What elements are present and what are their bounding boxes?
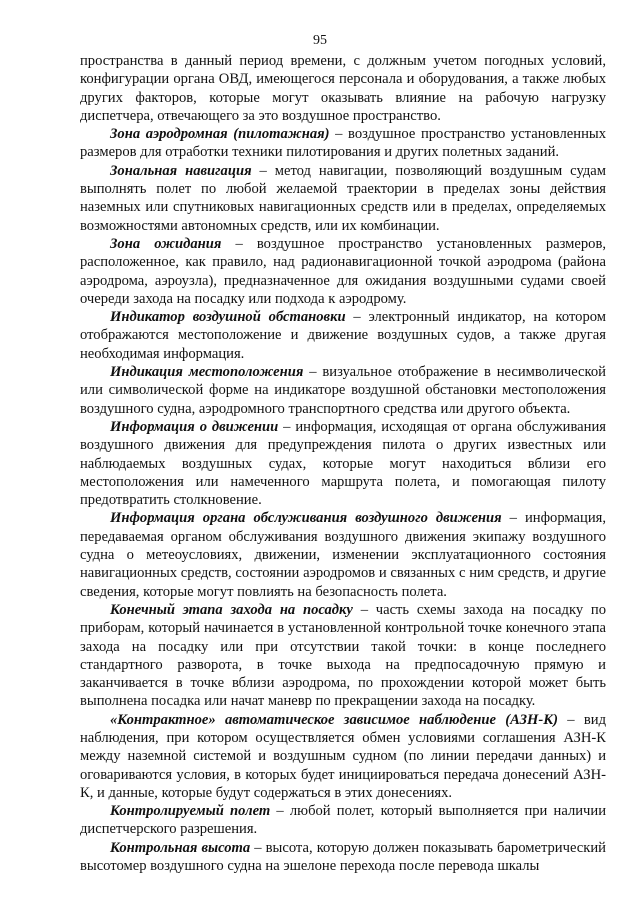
definition-text: – визуальное отображение в несимволической или символической форме на индикаторе воздушной обстановки местоположения воздушного судна, аэродромного транспортного средства или другого объекта. (80, 364, 606, 417)
definition-text: – электронный индикатор, на котором отображаются местоположение и движение воздушных судов, а также другая необходимая информация. (80, 309, 607, 362)
paragraph-continuation (80, 52, 606, 125)
term: Конечный этапа захода на посадку (110, 601, 353, 618)
term: Индикация местоположения (110, 364, 304, 381)
definition-text: – метод навигации, позволяющий воздушным судам выполнять полет по любой желаемой траектории в пределах зоны действия наземных или спутниковых навигационных средств или в пределах, определяемых возможностями автономных средств, или их комбинации. (80, 162, 606, 234)
definition-text: – вид наблюдения, при котором осуществляется обмен условиями соглашения АЗН-К между наземной системой и воздушным судном (по линии передачи данных) и оговариваются условия, в которых будет инициироваться передача донесений АЗН-К, и данные, которые будут содержаться в этих донесениях. (80, 711, 606, 801)
definition-indikatsiya (80, 363, 606, 418)
definition-azn-k (80, 711, 606, 802)
term: Зона ожидания (110, 235, 222, 252)
definition-text: – информация, исходящая от органа обслуживания воздушного движения для предупреждения пилота о других известных или наблюдаемых воздушных судах, которые могут находиться вблизи его местоположения или намеченного маршрута полета, и помогающая пилоту предотвратить столкновение. (80, 418, 606, 509)
document-body (80, 52, 606, 875)
term: Информация о движении (110, 418, 279, 435)
definition-text: – высота, которую должен показывать барометрический высотомер воздушного судна на эшелоне перехода после перевода шкалы (80, 839, 606, 875)
term: Информация органа обслуживания воздушного движения (110, 510, 502, 527)
definition-zona-ozhidaniya (80, 235, 606, 308)
definition-text: – информация, передаваемая органом обслуживания воздушного движения экипажу воздушного судна о метеоусловиях, движении, изменении эксплуатационного состояния навигационных средств, состоянии аэродромов и связанных с ним средств, и другие сведения, которые могут повлиять на безопасность полета. (80, 510, 606, 600)
definition-informatsiya-o-dvizhenii (80, 418, 606, 509)
term: Контролируемый полет (110, 803, 271, 820)
definition-indikator (80, 308, 606, 363)
definition-text: – воздушное пространство установленных размеров для отработки техники пилотирования и других полетных заданий. (80, 126, 606, 161)
definition-zona-aerodromnaya (80, 125, 606, 162)
term: «Контрактное» автоматическое зависимое наблюдение (АЗН-К) (110, 711, 559, 728)
definition-informatsiya-organa (80, 509, 606, 600)
term: Зона аэродромная (пилотажная) (110, 126, 330, 143)
term: Индикатор воздушной обстановки (110, 309, 346, 326)
paragraph-text: пространства в данный период времени, с должным учетом погодных условий, конфигурации органа ОВД, имеющегося персонала и оборудования, а также любых других факторов, которые могут оказывать влияние на рабочую нагрузку диспетчера, отвечающего за это воздушное пространство. (80, 53, 606, 124)
definition-text: – любой полет, который выполняется при наличии диспетчерского разрешения. (80, 803, 607, 838)
term: Зональная навигация (110, 162, 252, 179)
definition-text: – часть схемы захода на посадку по приборам, который начинается в установленной контрольной точке конечного этапа захода на посадку или при отсутствии такой точки: в конце последнего стандартного разворота, в точке выхода на предпосадочную прямую и заканчивается в точке вблизи аэродрома, по прохождении которой может быть выполнена посадка или начат маневр по прекращении захода на посадку. (80, 601, 607, 710)
definition-konechny-etap (80, 601, 606, 711)
definition-zonalnaya-navigatsiya (80, 162, 606, 235)
term: Контрольная высота (110, 839, 251, 856)
definition-kontrolnaya-vysota (80, 839, 606, 876)
definition-text: – воздушное пространство установленных размеров, расположенное, как правило, над радионавигационной точкой аэродрома (района аэродрома, аэроузла), предназначенное для ожидания воздушными судами своей очереди захода на посадку или подхода к аэродрому. (80, 235, 606, 307)
page-number: 95 (313, 33, 327, 48)
definition-kontroliruemy-polet (80, 802, 606, 839)
